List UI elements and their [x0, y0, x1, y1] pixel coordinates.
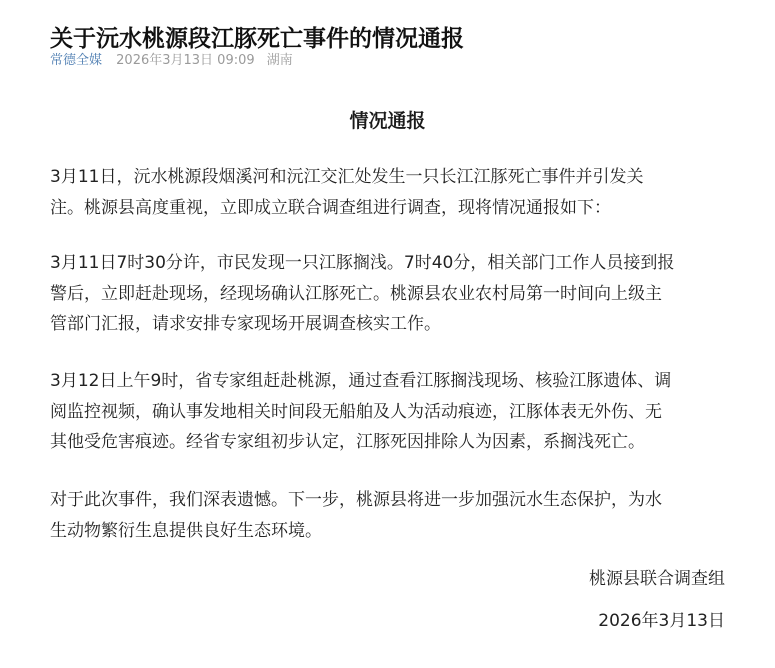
paragraph-line: 对于此次事件，我们深表遗憾。下一步，桃源县将进一步加强沅水生态保护，为水 — [50, 490, 662, 510]
paragraph-line: 其他受危害痕迹。经省专家组初步认定，江豚死因排除人为因素，系搁浅死亡。 — [50, 432, 645, 452]
paragraph-line: 生动物繁衍生息提供良好生态环境。 — [50, 520, 322, 541]
paragraph-line: 3月11日7时30分许，市民发现一只江豚搁浅。7时40分，相关部门工作人员接到报 — [50, 253, 675, 273]
region-label: 湖南 — [266, 53, 293, 68]
paragraph-investigation — [50, 366, 730, 458]
paragraph-line: 管部门汇报，请求安排专家现场开展调查核实工作。 — [50, 314, 441, 334]
paragraph-discovery — [50, 248, 730, 340]
article-meta — [50, 52, 293, 70]
paragraph-line: 阅监控视频，确认事发地相关时间段无船舶及人为活动痕迹，江豚体表无外伤、无 — [50, 401, 662, 422]
paragraph-line: 注。桃源县高度重视，立即成立联合调查组进行调查，现将情况通报如下： — [50, 197, 611, 218]
paragraph-line: 3月12日上午9时，省专家组赶赴桃源，通过查看江豚搁浅现场、核验江豚遗体、调 — [50, 371, 672, 391]
signature-date: 2026年3月13日 — [598, 611, 725, 631]
publish-time: 2026年3月13日 09:09 — [116, 53, 255, 68]
article-title: 关于沅水桃源段江豚死亡事件的情况通报 — [50, 26, 464, 53]
paragraph-conclusion — [50, 485, 730, 546]
notice-heading: 情况通报 — [349, 110, 426, 132]
signature-organization: 桃源县联合调查组 — [589, 569, 725, 589]
source-link[interactable]: 常德全媒 — [50, 53, 103, 68]
paragraph-intro — [50, 162, 730, 223]
paragraph-line: 3月11日，沅水桃源段烟溪河和沅江交汇处发生一只长江江豚死亡事件并引发关 — [50, 167, 644, 187]
paragraph-line: 警后，立即赶赴现场，经现场确认江豚死亡。桃源县农业农村局第一时间向上级主 — [50, 283, 662, 304]
